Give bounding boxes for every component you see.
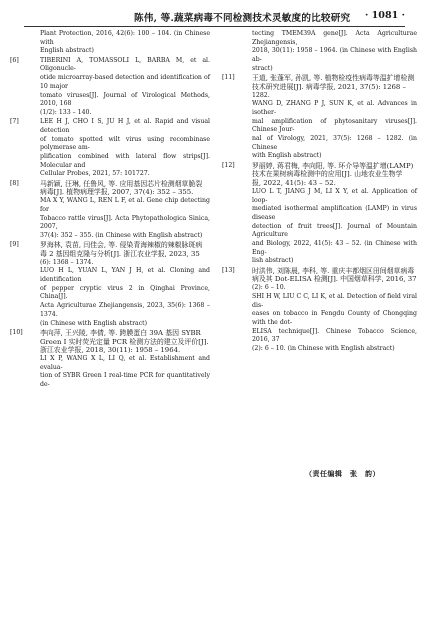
- reference-entry: [10, 180, 210, 241]
- reference-line: with English abstract): [252, 152, 322, 160]
- reference-line: Acta Agriculturae Zhejiangensis, 2023, 35(6): 1368 – 1374.: [40, 302, 210, 318]
- reference-line: (2): 6 – 10. (in Chinese with English abstract): [252, 345, 395, 353]
- reference-line: stract): [252, 64, 273, 72]
- reference-entry: [10, 30, 210, 56]
- reference-line: LUO L T, JIANG J M, LI X Y, et al. Application of loop-: [252, 187, 417, 204]
- reference-line: tomato viruses[J]. Journal of Virological Methods, 2010, 168: [40, 91, 210, 108]
- reference-line: Green Ⅰ 实时荧光定量 PCR 检测方法的建立及评价[J].: [40, 337, 209, 346]
- reference-line: LEE H J, CHO I S, JU H J, et al. Rapid and visual detection: [40, 118, 210, 134]
- reference-line: of tomato spotted wilt virus using recombinase polymerase am-: [40, 135, 210, 152]
- reference-line: 李向萍, 王兴陵, 李倩, 等. 跨膜蛋白 39A 基因 SYBR: [40, 328, 201, 337]
- reference-number: [11]: [222, 74, 235, 82]
- reference-number: [6]: [10, 56, 19, 64]
- reference-entry: [222, 162, 417, 266]
- reference-line: 罗丽婷, 蒋君梅, 李向阳, 等. 环介导等温扩增(LAMP): [252, 161, 414, 170]
- reference-line: 马新颖, 汪琳, 任鲁风, 等. 应用基因芯片检测烟草脆裂: [40, 179, 203, 188]
- reference-line: (in Chinese with English abstract): [40, 319, 148, 327]
- reference-line: ELISA technique[J]. Chinese Tobacco Science, 2016, 37: [252, 327, 417, 344]
- reference-line: SHI H W, LIU C C, LI K, et al. Detection of field viral dis-: [252, 292, 417, 309]
- reference-entry: [222, 267, 417, 354]
- reference-line: 病及其 Dot-ELISA 检测[J]. 中国烟草科学, 2016, 37: [252, 275, 417, 284]
- reference-number: [9]: [10, 241, 19, 249]
- reference-line: tecting TMEM39A gene[J]. Acta Agriculturae Zhejiangensis,: [252, 30, 417, 46]
- reference-line: and Biology, 2022, 41(5): 43 – 52. (in Chinese with Eng-: [252, 240, 417, 256]
- reference-line: of pepper cryptic virus 2 in Qinghai Province, China[J].: [40, 284, 210, 301]
- reference-line: eases on tobacco in Fengdu County of Chongqing with the dot-: [252, 310, 417, 326]
- reference-line: TIBERINI A, TOMASSOLI L, BARBA M, et al. Oligonucle-: [40, 56, 210, 73]
- running-title: 陈伟, 等.蔬菜病毒不同检测技术灵敏度的比较研究: [134, 13, 351, 24]
- reference-line: lish abstract): [252, 257, 294, 265]
- reference-line: detection of fruit trees[J]. Journal of Mountain Agriculture: [252, 222, 417, 239]
- reference-line: LI X P, WANG X L, LI Q, et al. Establishment and evalua-: [40, 354, 210, 371]
- reference-line: Tobacco rattle virus[J]. Acta Phytopathologica Sinica, 2007,: [40, 214, 210, 231]
- reference-entry: [222, 30, 417, 74]
- page-header: [24, 6, 405, 27]
- reference-line: Cellular Probes, 2021, 57: 101727.: [40, 170, 150, 178]
- right-reference-column: [222, 30, 417, 354]
- reference-line: 时洪伟, 刘陈晨, 李科, 等. 重庆丰都烟区田间烟草病毒: [252, 266, 415, 275]
- reference-line: (2): 6 – 10.: [252, 284, 286, 292]
- reference-line: (6): 1368 – 1374.: [40, 258, 94, 266]
- reference-line: plification combined with lateral flow strips[J]. Molecular and: [40, 153, 210, 169]
- left-reference-column: [10, 30, 210, 390]
- reference-number: [7]: [10, 118, 19, 126]
- reference-entry: [10, 118, 210, 179]
- reference-line: tion of SYBR Green Ⅰ real-time PCR for quantitatively de-: [40, 372, 210, 389]
- reference-line: mal amplification of phytosanitary viruses[J]. Chinese Jour-: [252, 117, 417, 134]
- reference-entry: [10, 241, 210, 328]
- reference-number: [13]: [222, 266, 235, 274]
- reference-number: [12]: [222, 161, 235, 169]
- reference-number: [8]: [10, 179, 19, 187]
- reference-entry: [10, 329, 210, 390]
- reference-line: nal of Virology, 2021, 37(5): 1268 – 1282. (in Chinese: [252, 135, 417, 151]
- reference-line: 技术研究进展[J]. 病毒学报, 2021, 37(5): 1268 –: [252, 82, 406, 91]
- reference-line: 病毒[J]. 植物病理学报, 2007, 37(4): 352 – 355.: [40, 188, 194, 197]
- reference-line: English abstract): [40, 47, 94, 55]
- reference-line: Plant Protection, 2016, 42(6): 100 – 104. (in Chinese with: [40, 30, 210, 46]
- reference-line: 1282.: [252, 91, 270, 99]
- reference-number: [10]: [10, 328, 23, 336]
- reference-line: LUO H L, YUAN L, YAN J H, et al. Cloning and identification: [40, 267, 210, 284]
- page-number: · 1081 ·: [364, 10, 405, 21]
- reference-line: otide microarray-based detection and identification of 10 major: [40, 74, 210, 90]
- reference-line: 罗海林, 袁苗, 闫佳会, 等. 侵染青海辣椒的辣椒脉斑病: [40, 241, 203, 250]
- reference-line: MA X Y, WANG L, REN L F, et al. Gene chip detecting for: [40, 197, 210, 213]
- reference-line: 浙江农业学报, 2018, 30(11): 1958 – 1964.: [40, 346, 181, 355]
- reference-line: 技术在果树病毒检测中的应用[J]. 山地农业生物学: [252, 170, 403, 179]
- reference-line: 王道, 张蓬军, 孙凯, 等. 植物检疫性病毒等温扩增检测: [252, 74, 415, 83]
- reference-line: mediated isothermal amplification (LAMP) in virus disease: [252, 205, 417, 221]
- reference-line: 毒 2 基因组克隆与分析[J]. 浙江农业学报, 2023, 35: [40, 249, 200, 258]
- reference-entry: [222, 74, 417, 161]
- reference-entry: [10, 57, 210, 118]
- reference-line: (1/2): 133 – 140.: [40, 108, 92, 116]
- reference-line: WANG D, ZHANG P J, SUN K, et al. Advances in isother-: [252, 100, 417, 116]
- reference-line: 报, 2022, 41(5): 43 – 52.: [252, 179, 336, 188]
- reference-line: 2018, 30(11): 1958 – 1964. (in Chinese with English ab-: [252, 47, 417, 64]
- responsible-editor: （责任编辑 张 韵）: [305, 469, 380, 478]
- reference-line: 37(4): 352 – 355. (in Chinese with English abstract): [40, 231, 203, 239]
